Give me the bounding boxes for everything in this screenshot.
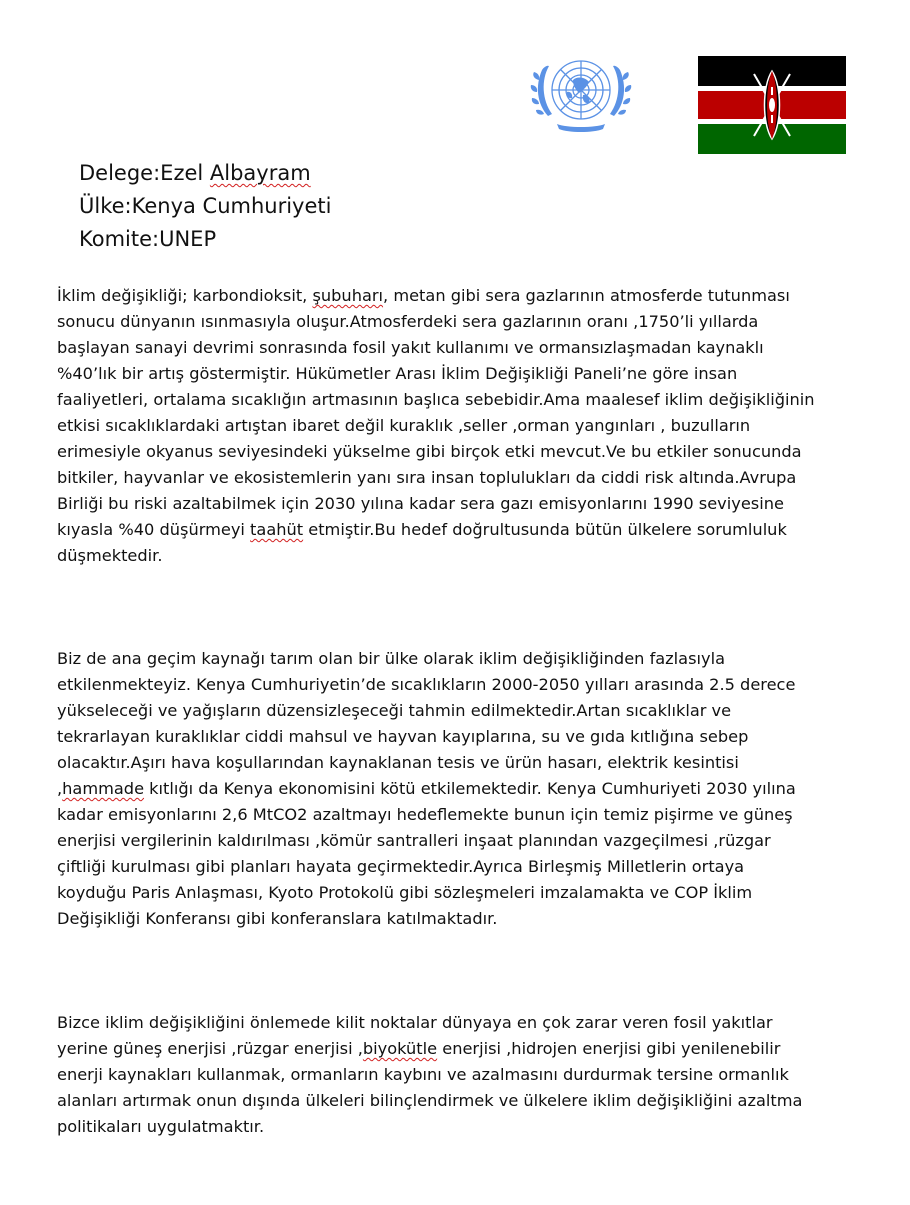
delegate-label: Delege: bbox=[79, 161, 161, 185]
paragraph-2-text-1: Biz de ana geçim kaynağı tarım olan bir ülke olarak iklim değişikliğinden fazlasıyla etkilenmekteyiz. Kenya Cumhuriyetin’de sıcaklıkların 2000-2050 yılları arasında 2.5 derece yükseleceği ve yağışların düzensizleşeceği tahmin edilmektedir.Artan sıcaklıklar ve tekrarlayan kuraklıklar ciddi mahsul ve hayvan kayıplarına, su ve gıda kıtlığına sebep olacaktır.Aşırı hava koşullarından kaynaklanan tesis ve ürün hasarı, elektrik kesintisi , bbox=[57, 649, 796, 798]
paragraph-3 bbox=[57, 1010, 817, 1140]
paragraph-2-text-2: kıtlığı da Kenya ekonomisini kötü etkilemektedir. Kenya Cumhuriyeti 2030 yılına kadar emisyonlarını 2,6 MtCO2 azaltmayı hedeflemekte bunun için temiz pişirme ve güneş enerjisi vergilerinin kaldırılması ,kömür santralleri inşaat planından vazgeçilmesi ,rüzgar çiftliği kurulması gibi planları hayata geçirmektedir.Ayrıca Birleşmiş Milletlerin ortaya koyduğu Paris Anlaşması, Kyoto Protokolü gibi sözleşmeleri imzalamakta ve COP İklim Değişikliği Konferansı gibi konferanslara katılmaktadır. bbox=[57, 779, 796, 928]
delegate-first-name: Ezel bbox=[160, 161, 210, 185]
paragraph-3-text-2: enerjisi ,hidrojen enerjisi gibi yenilenebilir enerji kaynakları kullanmak, ormanların kaybını ve azalmasını durdurmak tersine ormanlık alanları artırmak onun dışında ülkeleri bilinçlendirmek ve ülkelere iklim değişikliğini azaltma politikaları uygulatmaktır. bbox=[57, 1039, 803, 1136]
paragraph-2 bbox=[57, 646, 817, 932]
paragraph-1-text-3: etmiştir.Bu hedef doğrultusunda bütün ülkelere sorumluluk düşmektedir. bbox=[57, 520, 787, 565]
delegate-header bbox=[79, 157, 331, 256]
country-line: Ülke:Kenya Cumhuriyeti bbox=[79, 194, 332, 218]
committee-line: Komite:UNEP bbox=[79, 227, 217, 251]
paragraph-1 bbox=[57, 283, 817, 569]
paragraph-1-text-1: İklim değişikliği; karbondioksit, bbox=[57, 286, 313, 305]
misspelled-word: biyokütle bbox=[362, 1039, 438, 1058]
misspelled-word: taahüt bbox=[250, 520, 304, 539]
paragraph-1-text-2: , metan gibi sera gazlarının atmosferde tutunması sonucu dünyanın ısınmasıyla oluşur.Atmosferdeki sera gazlarının oranı ,1750’li yıllarda başlayan sanayi devrimi sonrasında fosil yakıt kullanımı ve ormansızlaşmadan kaynaklı %40’lık bir artış göstermiştir. Hükümetler Arası İklim Değişikliği Paneli’ne göre insan faaliyetleri, ortalama sıcaklığın artmasının başlıca sebebidir.Ama maalesef iklim değişikliğinin etkisi sıcaklıklardaki artıştan ibaret değil kuraklık ,seller ,orman yangınları , buzulların erimesiyle okyanus seviyesindeki yükselme gibi birçok etki mevcut.Ve bu etkiler sonucunda bitkiler, hayvanlar ve ekosistemlerin yanı sıra insan toplulukları da ciddi risk altında.Avrupa Birliği bu riski azaltabilmek için 2030 yılına kadar sera gazı emisyonlarını 1990 seviyesine kıyasla %40 düşürmeyi bbox=[57, 286, 815, 539]
un-emblem-icon bbox=[527, 46, 635, 138]
misspelled-word: şubuharı bbox=[312, 286, 384, 305]
delegate-line bbox=[79, 157, 331, 190]
misspelled-word: hammade bbox=[62, 779, 145, 798]
delegate-last-name: Albayram bbox=[209, 161, 311, 185]
paragraph-3-text-1: Bizce iklim değişikliğini önlemede kilit noktalar dünyaya en çok zarar veren fosil yakıtlar yerine güneş enerjisi ,rüzgar enerjisi , bbox=[57, 1013, 773, 1058]
kenya-flag-icon bbox=[698, 56, 846, 154]
